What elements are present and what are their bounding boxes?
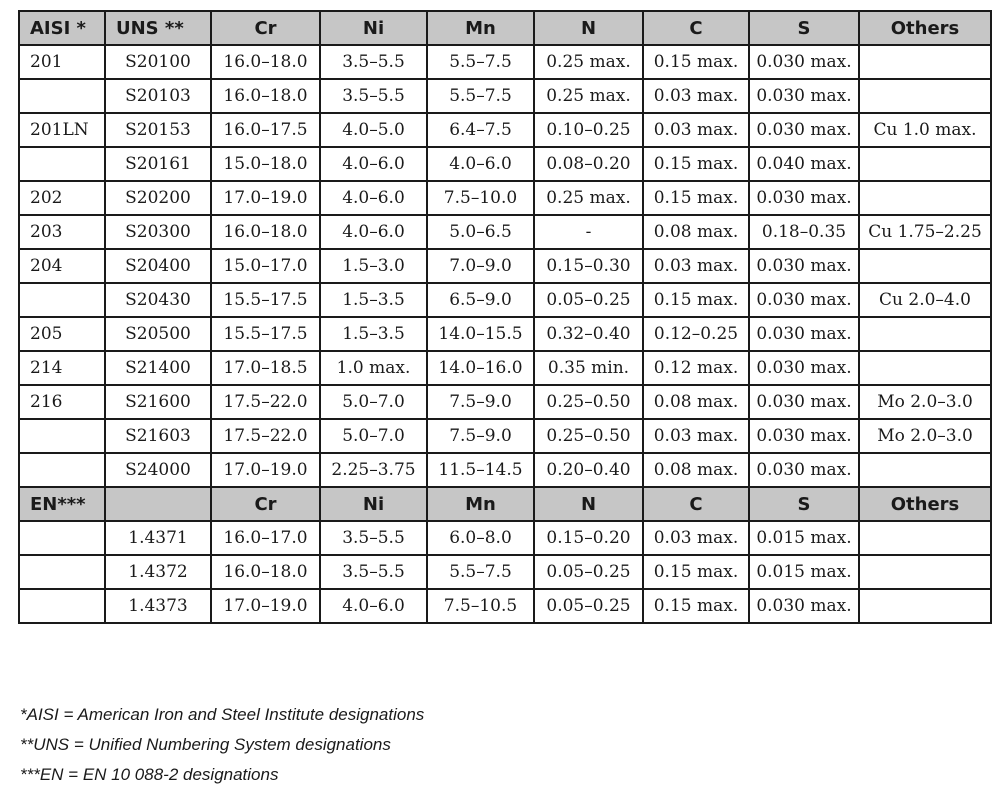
cell-mn: 5.5–7.5 [427, 79, 534, 113]
table-row [19, 419, 991, 453]
cell-n: 0.25 max. [534, 181, 643, 215]
cell-ni: 1.5–3.0 [320, 249, 427, 283]
cell-c: 0.03 max. [643, 249, 749, 283]
cell-cr: 15.5–17.5 [211, 317, 320, 351]
cell-s: 0.030 max. [749, 385, 859, 419]
cell-designation [19, 79, 105, 113]
cell-mn: 14.0–16.0 [427, 351, 534, 385]
cell-n: 0.25 max. [534, 79, 643, 113]
cell-c: 0.15 max. [643, 147, 749, 181]
table-row [19, 351, 991, 385]
column-header-mn: Mn [427, 487, 534, 521]
cell-uns: 1.4371 [105, 521, 211, 555]
cell-ni: 3.5–5.5 [320, 45, 427, 79]
column-header-cr: Cr [211, 11, 320, 45]
cell-n: 0.20–0.40 [534, 453, 643, 487]
cell-n: 0.05–0.25 [534, 555, 643, 589]
cell-c: 0.08 max. [643, 385, 749, 419]
cell-s: 0.030 max. [749, 79, 859, 113]
column-header-designation: AISI * [19, 11, 105, 45]
cell-cr: 17.0–19.0 [211, 589, 320, 623]
cell-n: 0.05–0.25 [534, 589, 643, 623]
cell-others [859, 317, 991, 351]
cell-s: 0.030 max. [749, 453, 859, 487]
table-row [19, 215, 991, 249]
cell-uns: S21600 [105, 385, 211, 419]
cell-n: 0.25–0.50 [534, 385, 643, 419]
column-header-s: S [749, 487, 859, 521]
cell-n: 0.15–0.20 [534, 521, 643, 555]
cell-s: 0.015 max. [749, 521, 859, 555]
table-row [19, 385, 991, 419]
cell-s: 0.030 max. [749, 419, 859, 453]
table-row [19, 147, 991, 181]
cell-designation [19, 521, 105, 555]
cell-designation: 216 [19, 385, 105, 419]
column-header-designation: EN*** [19, 487, 105, 521]
cell-cr: 16.0–18.0 [211, 215, 320, 249]
cell-cr: 16.0–18.0 [211, 79, 320, 113]
cell-uns: S20103 [105, 79, 211, 113]
cell-ni: 4.0–6.0 [320, 181, 427, 215]
cell-others [859, 45, 991, 79]
footnote-en: ***EN = EN 10 088-2 designations [20, 765, 279, 784]
cell-c: 0.08 max. [643, 215, 749, 249]
cell-c: 0.08 max. [643, 453, 749, 487]
cell-mn: 5.5–7.5 [427, 45, 534, 79]
cell-others: Cu 2.0–4.0 [859, 283, 991, 317]
cell-cr: 16.0–18.0 [211, 45, 320, 79]
cell-designation: 204 [19, 249, 105, 283]
cell-cr: 17.0–19.0 [211, 453, 320, 487]
cell-s: 0.040 max. [749, 147, 859, 181]
column-header-n: N [534, 11, 643, 45]
cell-designation [19, 555, 105, 589]
column-header-ni: Ni [320, 487, 427, 521]
cell-n: - [534, 215, 643, 249]
cell-s: 0.030 max. [749, 283, 859, 317]
cell-designation: 201LN [19, 113, 105, 147]
cell-others [859, 589, 991, 623]
cell-n: 0.35 min. [534, 351, 643, 385]
cell-ni: 4.0–5.0 [320, 113, 427, 147]
cell-n: 0.25–0.50 [534, 419, 643, 453]
cell-designation [19, 589, 105, 623]
cell-c: 0.12–0.25 [643, 317, 749, 351]
cell-designation [19, 147, 105, 181]
cell-ni: 5.0–7.0 [320, 419, 427, 453]
cell-others [859, 351, 991, 385]
column-header-s: S [749, 11, 859, 45]
cell-n: 0.08–0.20 [534, 147, 643, 181]
cell-uns: S20153 [105, 113, 211, 147]
cell-uns: S20200 [105, 181, 211, 215]
table-row [19, 453, 991, 487]
cell-mn: 5.0–6.5 [427, 215, 534, 249]
cell-uns: S21603 [105, 419, 211, 453]
cell-cr: 17.5–22.0 [211, 385, 320, 419]
column-header-c: C [643, 487, 749, 521]
cell-s: 0.030 max. [749, 351, 859, 385]
table-row [19, 79, 991, 113]
cell-ni: 3.5–5.5 [320, 521, 427, 555]
cell-c: 0.15 max. [643, 181, 749, 215]
table-row [19, 283, 991, 317]
cell-designation [19, 283, 105, 317]
cell-c: 0.03 max. [643, 113, 749, 147]
cell-others [859, 521, 991, 555]
cell-mn: 6.0–8.0 [427, 521, 534, 555]
cell-uns: S20161 [105, 147, 211, 181]
cell-cr: 17.5–22.0 [211, 419, 320, 453]
cell-s: 0.030 max. [749, 181, 859, 215]
header-row [19, 11, 991, 45]
cell-others: Cu 1.75–2.25 [859, 215, 991, 249]
table-row [19, 249, 991, 283]
table-row [19, 589, 991, 623]
cell-c: 0.12 max. [643, 351, 749, 385]
cell-others [859, 147, 991, 181]
cell-uns: S21400 [105, 351, 211, 385]
cell-n: 0.15–0.30 [534, 249, 643, 283]
cell-ni: 5.0–7.0 [320, 385, 427, 419]
cell-c: 0.15 max. [643, 45, 749, 79]
cell-others [859, 249, 991, 283]
cell-uns: S20500 [105, 317, 211, 351]
cell-s: 0.015 max. [749, 555, 859, 589]
footnotes [20, 700, 424, 790]
cell-designation: 214 [19, 351, 105, 385]
table-row [19, 113, 991, 147]
cell-others [859, 555, 991, 589]
cell-others [859, 181, 991, 215]
cell-others [859, 79, 991, 113]
table-row [19, 555, 991, 589]
column-header-mn: Mn [427, 11, 534, 45]
table-row [19, 45, 991, 79]
cell-ni: 2.25–3.75 [320, 453, 427, 487]
cell-mn: 7.0–9.0 [427, 249, 534, 283]
cell-ni: 1.0 max. [320, 351, 427, 385]
cell-designation: 203 [19, 215, 105, 249]
composition-table [18, 10, 992, 624]
cell-n: 0.32–0.40 [534, 317, 643, 351]
column-header-uns [105, 487, 211, 521]
cell-c: 0.15 max. [643, 555, 749, 589]
cell-uns: S20400 [105, 249, 211, 283]
cell-c: 0.15 max. [643, 589, 749, 623]
cell-ni: 3.5–5.5 [320, 555, 427, 589]
cell-designation: 205 [19, 317, 105, 351]
cell-mn: 14.0–15.5 [427, 317, 534, 351]
table-row [19, 521, 991, 555]
cell-ni: 4.0–6.0 [320, 215, 427, 249]
column-header-others: Others [859, 487, 991, 521]
column-header-n: N [534, 487, 643, 521]
cell-s: 0.030 max. [749, 113, 859, 147]
cell-designation: 202 [19, 181, 105, 215]
cell-designation [19, 453, 105, 487]
cell-designation [19, 419, 105, 453]
cell-mn: 7.5–10.0 [427, 181, 534, 215]
cell-others: Mo 2.0–3.0 [859, 419, 991, 453]
cell-n: 0.10–0.25 [534, 113, 643, 147]
cell-others: Mo 2.0–3.0 [859, 385, 991, 419]
cell-mn: 7.5–9.0 [427, 419, 534, 453]
cell-c: 0.03 max. [643, 419, 749, 453]
cell-uns: S20430 [105, 283, 211, 317]
header-row [19, 487, 991, 521]
cell-uns: S20100 [105, 45, 211, 79]
cell-others: Cu 1.0 max. [859, 113, 991, 147]
cell-mn: 6.5–9.0 [427, 283, 534, 317]
cell-s: 0.030 max. [749, 589, 859, 623]
cell-uns: 1.4372 [105, 555, 211, 589]
cell-cr: 17.0–19.0 [211, 181, 320, 215]
cell-mn: 5.5–7.5 [427, 555, 534, 589]
cell-ni: 4.0–6.0 [320, 147, 427, 181]
cell-s: 0.030 max. [749, 45, 859, 79]
cell-cr: 16.0–17.0 [211, 521, 320, 555]
cell-mn: 6.4–7.5 [427, 113, 534, 147]
cell-cr: 16.0–18.0 [211, 555, 320, 589]
cell-s: 0.18–0.35 [749, 215, 859, 249]
footnote-uns: **UNS = Unified Numbering System designations [20, 735, 391, 754]
table-row [19, 181, 991, 215]
column-header-cr: Cr [211, 487, 320, 521]
cell-mn: 7.5–9.0 [427, 385, 534, 419]
cell-uns: S24000 [105, 453, 211, 487]
table-row [19, 317, 991, 351]
cell-ni: 4.0–6.0 [320, 589, 427, 623]
footnote-aisi: *AISI = American Iron and Steel Institute designations [20, 705, 425, 724]
cell-cr: 15.0–17.0 [211, 249, 320, 283]
cell-c: 0.15 max. [643, 283, 749, 317]
cell-s: 0.030 max. [749, 317, 859, 351]
cell-ni: 1.5–3.5 [320, 317, 427, 351]
cell-n: 0.25 max. [534, 45, 643, 79]
cell-mn: 11.5–14.5 [427, 453, 534, 487]
cell-designation: 201 [19, 45, 105, 79]
cell-n: 0.05–0.25 [534, 283, 643, 317]
column-header-ni: Ni [320, 11, 427, 45]
cell-uns: S20300 [105, 215, 211, 249]
cell-cr: 15.5–17.5 [211, 283, 320, 317]
cell-others [859, 453, 991, 487]
column-header-uns: UNS ** [105, 11, 211, 45]
cell-cr: 16.0–17.5 [211, 113, 320, 147]
cell-uns: 1.4373 [105, 589, 211, 623]
cell-c: 0.03 max. [643, 79, 749, 113]
cell-mn: 7.5–10.5 [427, 589, 534, 623]
cell-cr: 17.0–18.5 [211, 351, 320, 385]
cell-s: 0.030 max. [749, 249, 859, 283]
column-header-others: Others [859, 11, 991, 45]
cell-c: 0.03 max. [643, 521, 749, 555]
cell-ni: 1.5–3.5 [320, 283, 427, 317]
cell-ni: 3.5–5.5 [320, 79, 427, 113]
column-header-c: C [643, 11, 749, 45]
cell-mn: 4.0–6.0 [427, 147, 534, 181]
cell-cr: 15.0–18.0 [211, 147, 320, 181]
